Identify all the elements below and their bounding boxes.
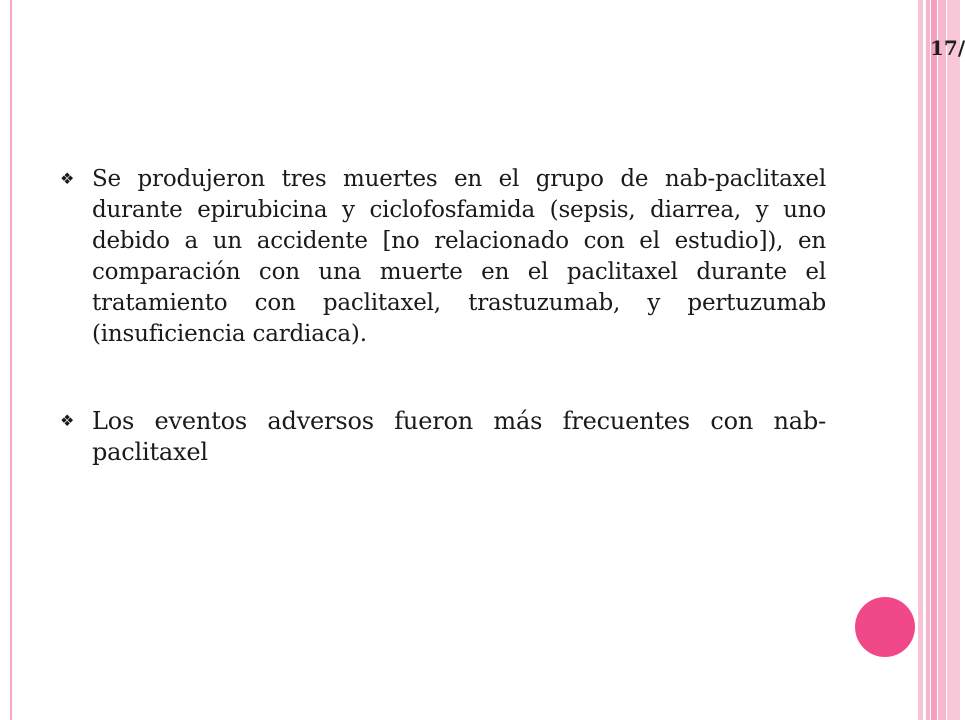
list-item (60, 164, 826, 350)
right-decorative-band (918, 0, 923, 720)
page-number: 17/ (930, 36, 965, 60)
bullet-list (60, 164, 826, 524)
diamond-bullet-icon: ❖ (60, 411, 75, 430)
right-decorative-band (926, 0, 930, 720)
bullet-text: Los eventos adversos fueron más frecuentes con nab-paclitaxel (92, 407, 826, 466)
list-item (60, 406, 826, 468)
left-border-line (10, 0, 12, 720)
decorative-circle (855, 597, 915, 657)
right-decorative-band (947, 0, 960, 720)
right-decorative-band (931, 0, 937, 720)
bullet-text: Se produjeron tres muertes en el grupo de nab-paclitaxel durante epirubicina y ciclofosfamida (sepsis, diarrea, y uno debido a un accidente [no relacionado con el estudio]), en comparación con una muerte en el paclitaxel durante el tratamiento con paclitaxel, trastuzumab, y pertuzumab (insuficiencia cardiaca). (92, 166, 826, 347)
diamond-bullet-icon: ❖ (60, 169, 75, 188)
right-decorative-band (938, 0, 946, 720)
